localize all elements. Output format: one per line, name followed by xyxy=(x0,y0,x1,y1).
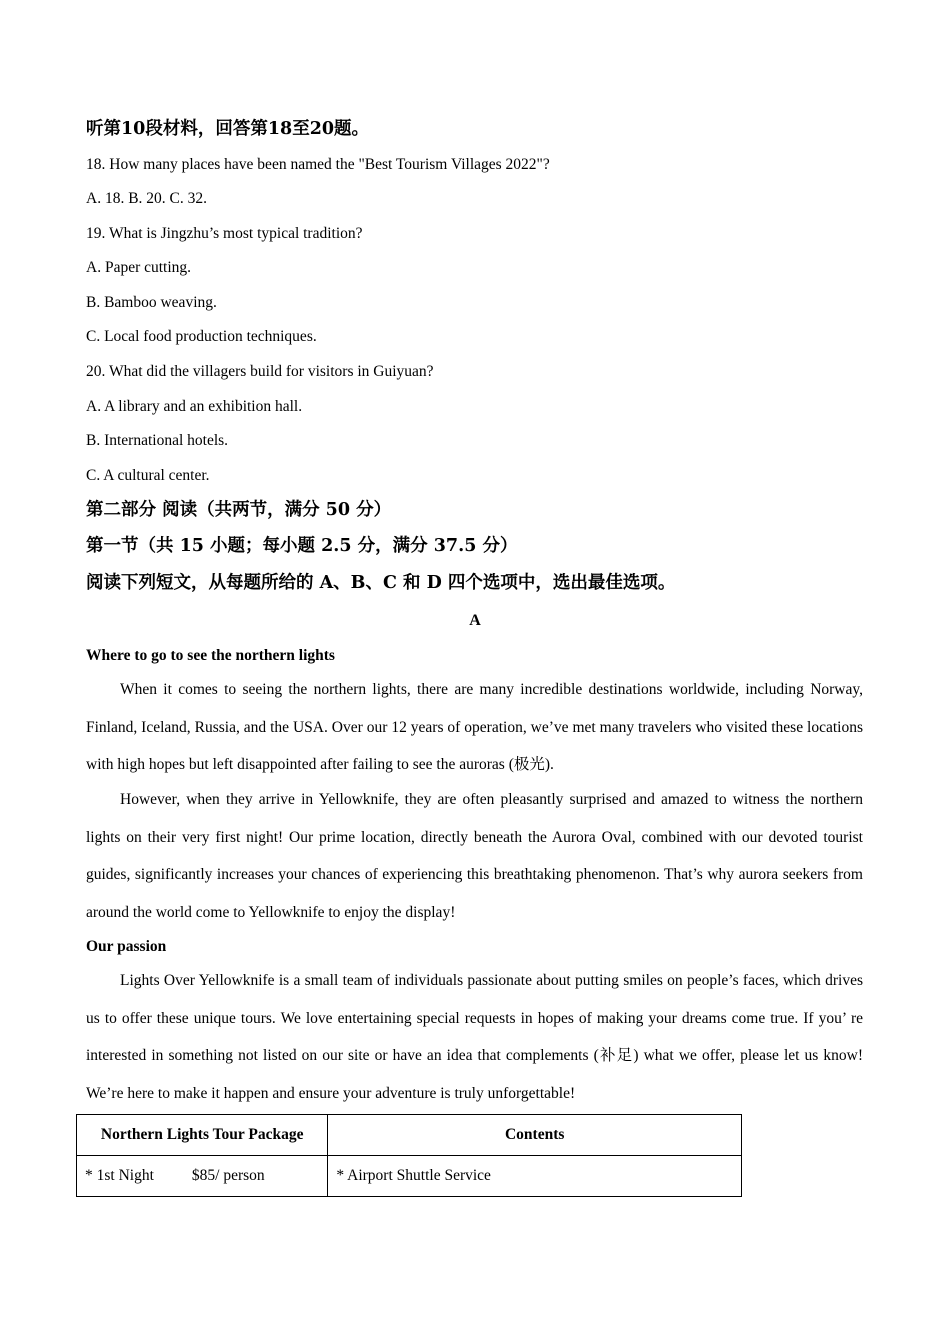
question-19-option-a: A. Paper cutting. xyxy=(86,259,192,276)
question-19-stem: 19. What is Jingzhu’s most typical tradition? xyxy=(86,225,363,242)
reading-part-title: 第二部分 阅读（共两节，满分 50 分） xyxy=(86,500,392,520)
question-18-options: A. 18. B. 20. C. 32. xyxy=(86,190,207,207)
table-header-row xyxy=(77,1115,742,1156)
table-cell-price: $85/ person xyxy=(191,1167,265,1184)
listening-instruction: 听第10段材料，回答第18至20题。 xyxy=(86,119,370,139)
tour-package-table xyxy=(76,1114,742,1197)
table-row xyxy=(77,1156,742,1197)
passage-paragraph-3: Lights Over Yellowknife is a small team of individuals passionate about putting smiles on people’s faces, which drives us to offer these unique tours. We love entertaining special requests in hopes of making your dreams come true. If you’ re interested in something not listed on our site or have an idea that complements (补足) what we offer, please let us know! We’re here to make it happen and ensure your adventure is truly unforgettable! xyxy=(86,972,863,1102)
reading-instruction: 阅读下列短文，从每题所给的 A、B、C 和 D 四个选项中，选出最佳选项。 xyxy=(86,573,676,593)
reading-section-title: 第一节（共 15 小题；每小题 2.5 分，满分 37.5 分） xyxy=(86,536,518,556)
table-header-package: Northern Lights Tour Package xyxy=(77,1115,328,1156)
passage-paragraph-1: When it comes to seeing the northern lights, there are many incredible destinations worldwide, including Norway, Finland, Iceland, Russia, and the USA. Over our 12 years of operation, we’ve met many travelers who visited these locations with high hopes but left disappointed after failing to see the auroras (极光). xyxy=(86,681,863,773)
question-20-option-a: A. A library and an exhibition hall. xyxy=(86,398,303,415)
question-19-option-b: B. Bamboo weaving. xyxy=(86,294,217,311)
passage-heading-northern-lights: Where to go to see the northern lights xyxy=(86,647,335,664)
table-header-contents: Contents xyxy=(328,1115,742,1156)
table-cell-night: * 1st Night xyxy=(85,1167,154,1184)
passage-letter: A xyxy=(469,612,481,629)
question-20-option-b: B. International hotels. xyxy=(86,432,229,449)
question-18-stem: 18. How many places have been named the "Best Tourism Villages 2022"? xyxy=(86,156,550,173)
question-20-stem: 20. What did the villagers build for visitors in Guiyuan? xyxy=(86,363,434,380)
question-20-option-c: C. A cultural center. xyxy=(86,467,210,484)
passage-heading-our-passion: Our passion xyxy=(86,938,167,955)
table-cell-package xyxy=(77,1156,328,1197)
table-cell-contents: * Airport Shuttle Service xyxy=(328,1156,742,1197)
question-19-option-c: C. Local food production techniques. xyxy=(86,328,317,345)
passage-paragraph-2: However, when they arrive in Yellowknife, they are often pleasantly surprised and amazed to witness the northern lights on their very first night! Our prime location, directly beneath the Aurora Oval, combined with our devoted tourist guides, significantly increases your chances of experiencing this breathtaking phenomenon. That’s why aurora seekers from around the world come to Yellowknife to enjoy the display! xyxy=(86,791,863,921)
